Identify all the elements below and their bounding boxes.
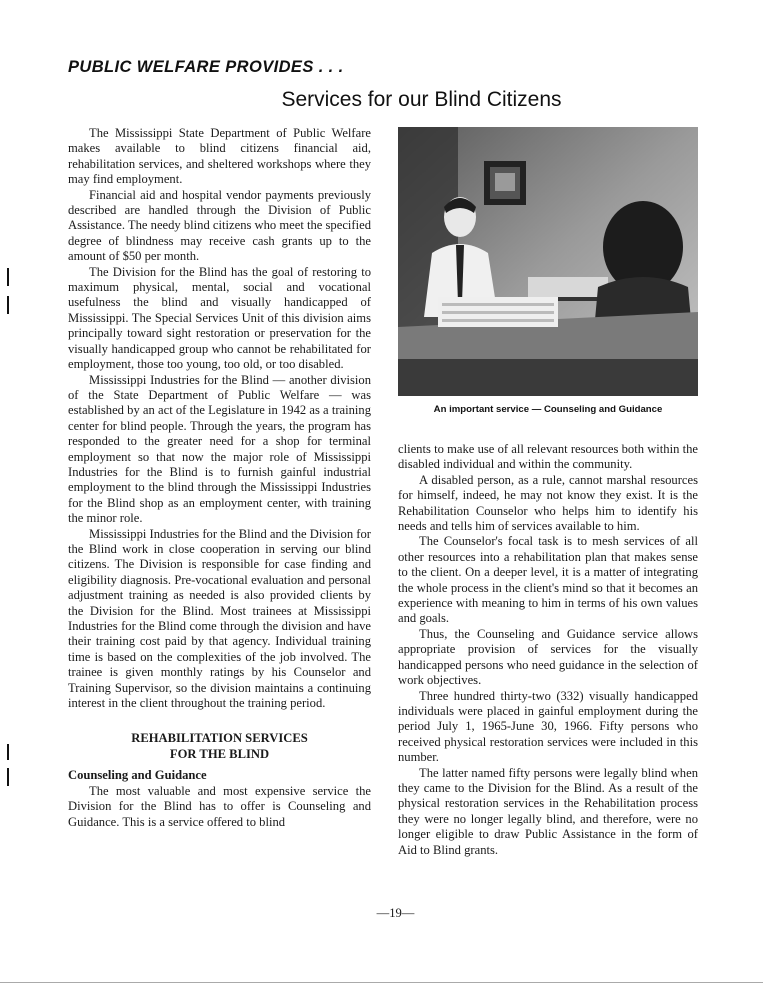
bottom-rule [0,982,763,983]
page-kicker: PUBLIC WELFARE PROVIDES . . . [68,58,344,76]
left-column [68,126,371,830]
margin-mark [7,268,9,286]
margin-mark [7,768,9,786]
paragraph: Thus, the Counseling and Guidance service allows appropriate provision of services for the visually handicapped persons who need guidance in the selection of work objectives. [398,626,698,688]
paragraph: The latter named fifty persons were legally blind when they came to the Division for the Blind. As a result of the physical restoration services in the Rehabilitation process they were no longer legally blind, and therefore, were no longer eligible to draw Public Assistance in the form of Aid to Blind grants. [398,765,698,857]
paragraph: clients to make use of all relevant resources both within the disabled individual and within the community. [398,442,698,472]
subheading: Counseling and Guidance [68,768,207,783]
paragraph: The Counselor's focal task is to mesh services of all other resources into a rehabilitation plan that makes sense to the client. On a deeper level, it is a matter of integrating the whole process in the client's mind so that it becomes an experience with meaning to him in terms of his own values and goals. [398,534,698,626]
page-title: Services for our Blind Citizens [281,88,562,111]
margin-mark [7,744,9,760]
paragraph: Financial aid and hospital vendor payments previously described are handled through the Division of Public Assistance. The needy blind citizens who meet the specified degree of blindness may receive cash grants up to the amount of $50 per month. [68,187,371,264]
section-heading-line: FOR THE BLIND [169,746,270,761]
page-number: —19— [376,906,415,920]
photo-caption: An important service — Counseling and Guidance [433,404,663,415]
margin-mark [7,296,9,314]
counseling-photo [398,127,698,396]
paragraph: Three hundred thirty-two (332) visually handicapped individuals were placed in gainful employment during the period July 1, 1965-June 30, 1966. Fifty persons who received physical restoration services were included in this number. [398,688,698,765]
section-heading [68,731,371,762]
paragraph: A disabled person, as a rule, cannot marshal resources for himself, indeed, he may not know they exist. It is the Rehabilitation Counselor who helps him to identify his needs and tells him of services available to him. [398,472,698,534]
section-heading-line: REHABILITATION SERVICES [131,731,308,746]
paragraph: The Mississippi State Department of Public Welfare makes available to blind citizens financial aid, rehabilitation services, and sheltered workshops where they may find employment. [68,126,371,187]
right-column [398,442,698,858]
paragraph: Mississippi Industries for the Blind — another division of the State Department of Public Welfare — was established by an act of the Legislature in 1942 as a training center for blind people. Through the years, the program has responded to the greater need for a shop for terminal employment so that now the major role of Mississippi Industries for the Blind is to furnish gainful industrial employment to the blind through the Mississippi Industries for the Blind shop as an employment center, with training the minor role. [68,372,371,526]
photo-illustration [398,127,698,396]
paragraph: The Division for the Blind has the goal of restoring to maximum physical, mental, social and vocational usefulness the blind and visually handicapped of Mississippi. The Special Services Unit of this division aims principally toward sight restoration or preservation for the visually handicapped group who cannot be rehabilitated for employment, those too young, too old, or too disabled. [68,264,371,372]
paragraph: Mississippi Industries for the Blind and the Division for the Blind work in close cooperation in serving our blind citizens. The Division is responsible for case finding and eligibility diagnosis. Pre-vocational evaluation and personal adjustment training as needed is also provided clients by the Division for the Blind. Most trainees at Mississippi Industries for the Blind come through the division and have their training cost paid by that agency. Individual training time is based on the complexities of the job involved. The trainee is given monthly ratings by his Counselor and Training Supervisor, so the division maintains a continuing interest in the client throughout the training period. [68,526,371,711]
paragraph: The most valuable and most expensive service the Division for the Blind has to offer is Counseling and Guidance. This is a service offered to blind [68,783,371,829]
